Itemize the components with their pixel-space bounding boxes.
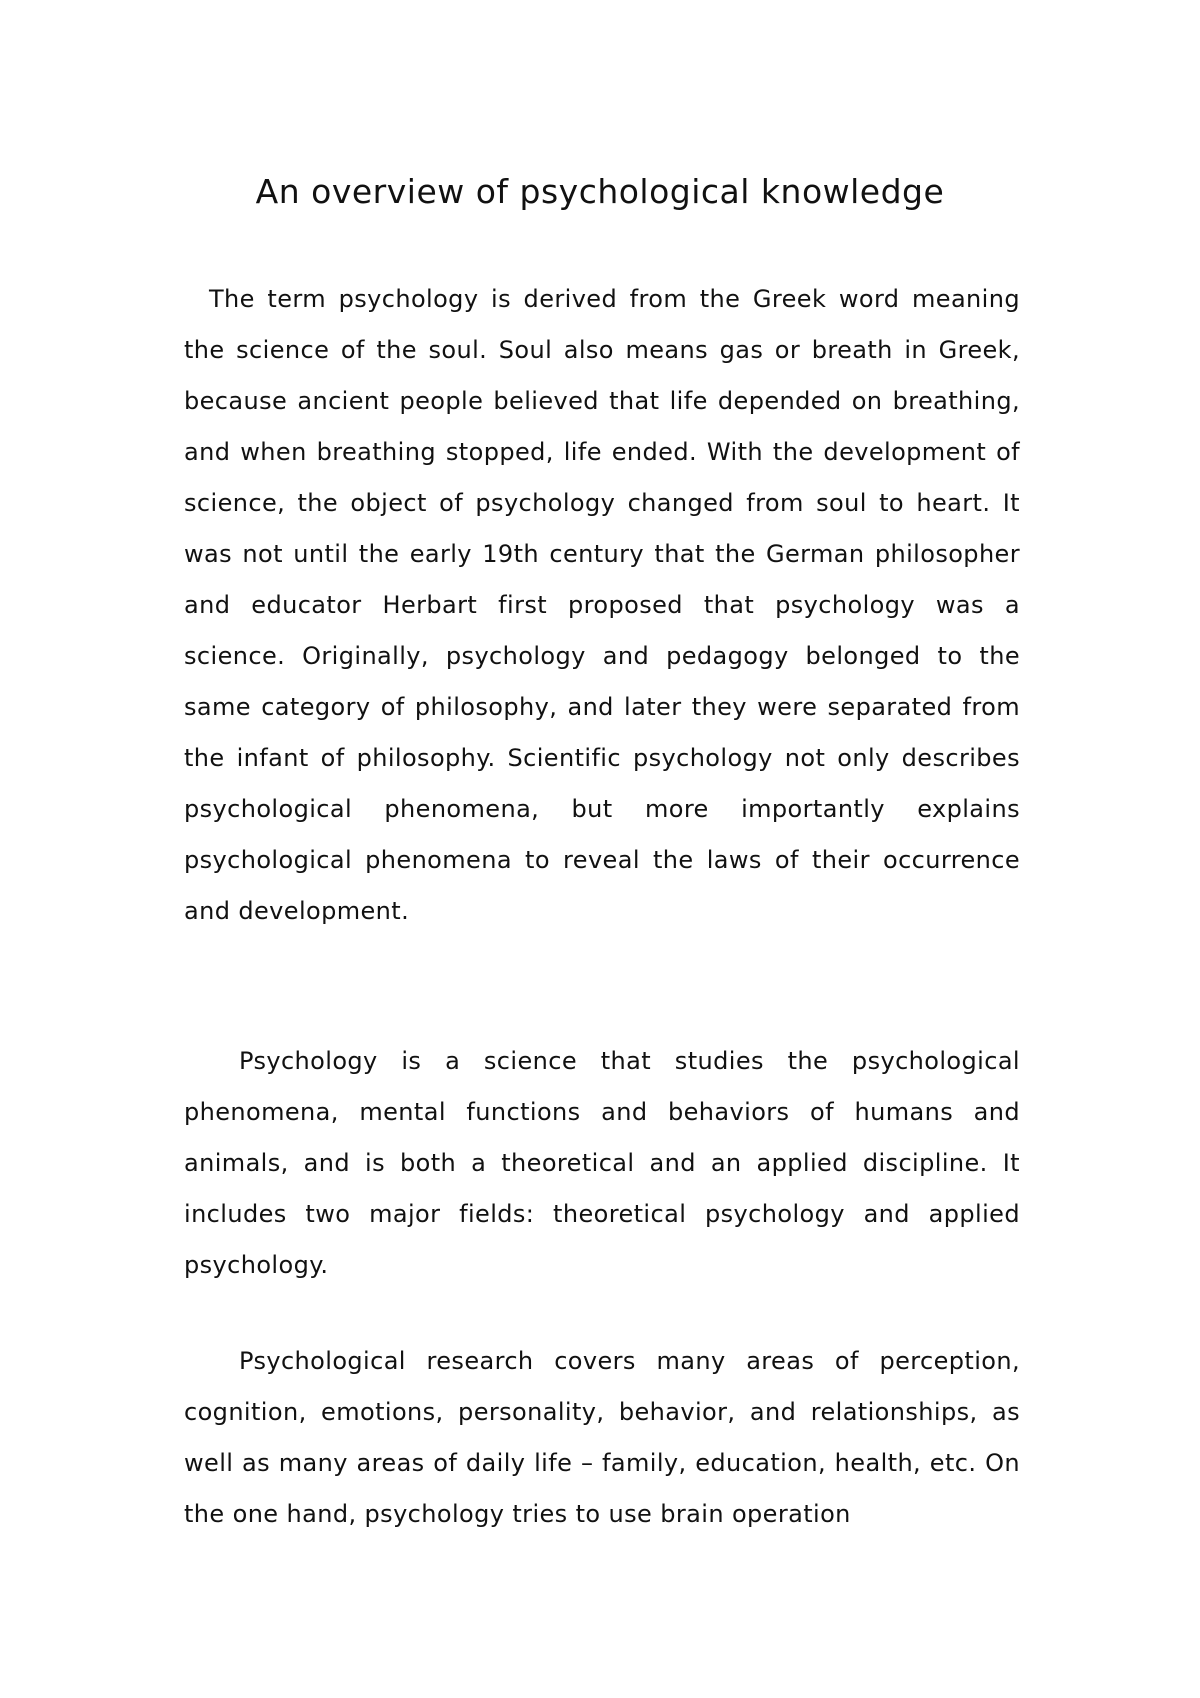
document-title: An overview of psychological knowledge — [255, 172, 945, 211]
paragraph-3: Psychological research covers many areas of perception, cognition, emotions, personality, behavior, and relationships, as well as many areas of daily life – family, education, health, etc. On the one hand, psychology tries to use brain operation — [184, 1347, 1020, 1528]
paragraph-1: The term psychology is derived from the Greek word meaning the science of the soul. Soul also means gas or breath in Greek, because ancient people believed that life depended on breathing, and when breathing stopped, life ended. With the development of science, the object of psychology changed from soul to heart. It was not until the early 19th century that the German philosopher and educator Herbart first proposed that psychology was a science. Originally, psychology and pedagogy belonged to the same category of philosophy, and later they were separated from the infant of philosophy. Scientific psychology not only describes psychological phenomena, but more importantly explains psychological phenomena to reveal the laws of their occurrence and development. — [184, 285, 1020, 925]
paragraph-2: Psychology is a science that studies the psychological phenomena, mental functions and behaviors of humans and animals, and is both a theoretical and an applied discipline. It includes two major fields: theoretical psychology and applied psychology. — [184, 1047, 1020, 1279]
